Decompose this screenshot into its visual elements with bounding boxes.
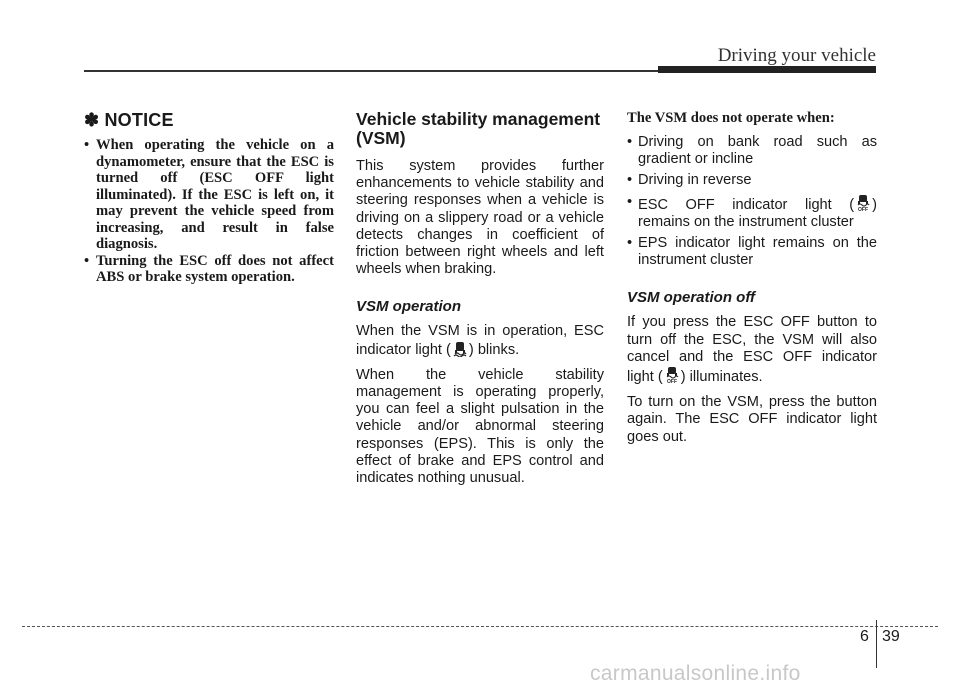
esc-off-item-before: ESC OFF indicator light ( [638,196,855,213]
watermark: carmanualsonline.info [590,662,801,685]
not-operate-item-bank-road: • Driving on bank road such as gradient or incline [627,134,877,168]
chapter-number: 6 [860,628,869,645]
footer-divider [876,620,877,668]
header-rule [84,70,658,72]
vsm-operation-paragraph-2: When the vehicle stability management is operating properly, you can feel a slight pulsation in the vehicle and/or abnormal steering responses (EPS). This is only the effect of brake and EPS control and indicates nothing unusual. [356,366,604,487]
vsm-operation-paragraph-1 [356,323,604,358]
notice-list [84,137,334,286]
vsm-column [356,110,604,495]
vsm-op-p1-after: ) blinks. [468,341,520,358]
vsm-operation-heading: VSM operation [356,298,462,316]
footer-rule [22,626,938,627]
notice-column [84,110,334,286]
esc-off-indicator-icon [665,366,679,385]
notice-item-abs: • Turning the ESC off does not affect ABS or brake system operation. [84,253,334,286]
vsm-off-paragraph-1 [627,314,877,386]
esc-off-indicator-icon [856,194,870,210]
svg-text:OFF: OFF [666,379,677,385]
vsm-off-heading: VSM operation off [627,289,756,307]
esc-indicator-icon [453,341,467,357]
svg-text:OFF: OFF [858,206,869,212]
vsm-conditions-column [627,110,877,454]
notice-title: ✽ NOTICE [84,110,174,130]
esc-off-item-after: ) remains on the instrument cluster [638,196,877,230]
notice-item-dynamometer: • When operating the vehicle on a dynamometer, ensure that the ESC is turned off (ESC OFF light illuminated). If the ESC is left on, it may prevent the vehicle speed from increasing, and result in false diagnosis. [84,137,334,253]
vsm-off-p1-after: ) illuminates. [680,369,763,386]
not-operate-heading: The VSM does not operate when: [627,110,835,126]
vsm-op-p1-before: When the VSM is in operation, ESC indicator light ( [356,323,604,358]
not-operate-item-eps: • EPS indicator light remains on the instrument cluster [627,235,877,269]
page-number: 39 [882,628,900,645]
not-operate-item-reverse: • Driving in reverse [627,172,877,189]
not-operate-item-esc-off [627,194,877,231]
vsm-intro: This system provides further enhancements to vehicle stability and steering responses when a vehicle is driving on a slippery road or a vehicle detects changes in coefficient of friction between right wheels and left wheels when braking. [356,158,604,278]
vsm-off-paragraph-2: To turn on the VSM, press the button again. The ESC OFF indicator light goes out. [627,394,877,445]
not-operate-list [627,134,877,269]
header-rule-accent [658,66,876,73]
header-title: Driving your vehicle [717,45,876,66]
vsm-section-title: Vehicle stability management (VSM) [356,109,601,148]
vsm-off-p1-before: If you press the ESC OFF button to turn off the ESC, the VSM will also cancel and the ESC OFF indicator light ( [627,314,877,386]
